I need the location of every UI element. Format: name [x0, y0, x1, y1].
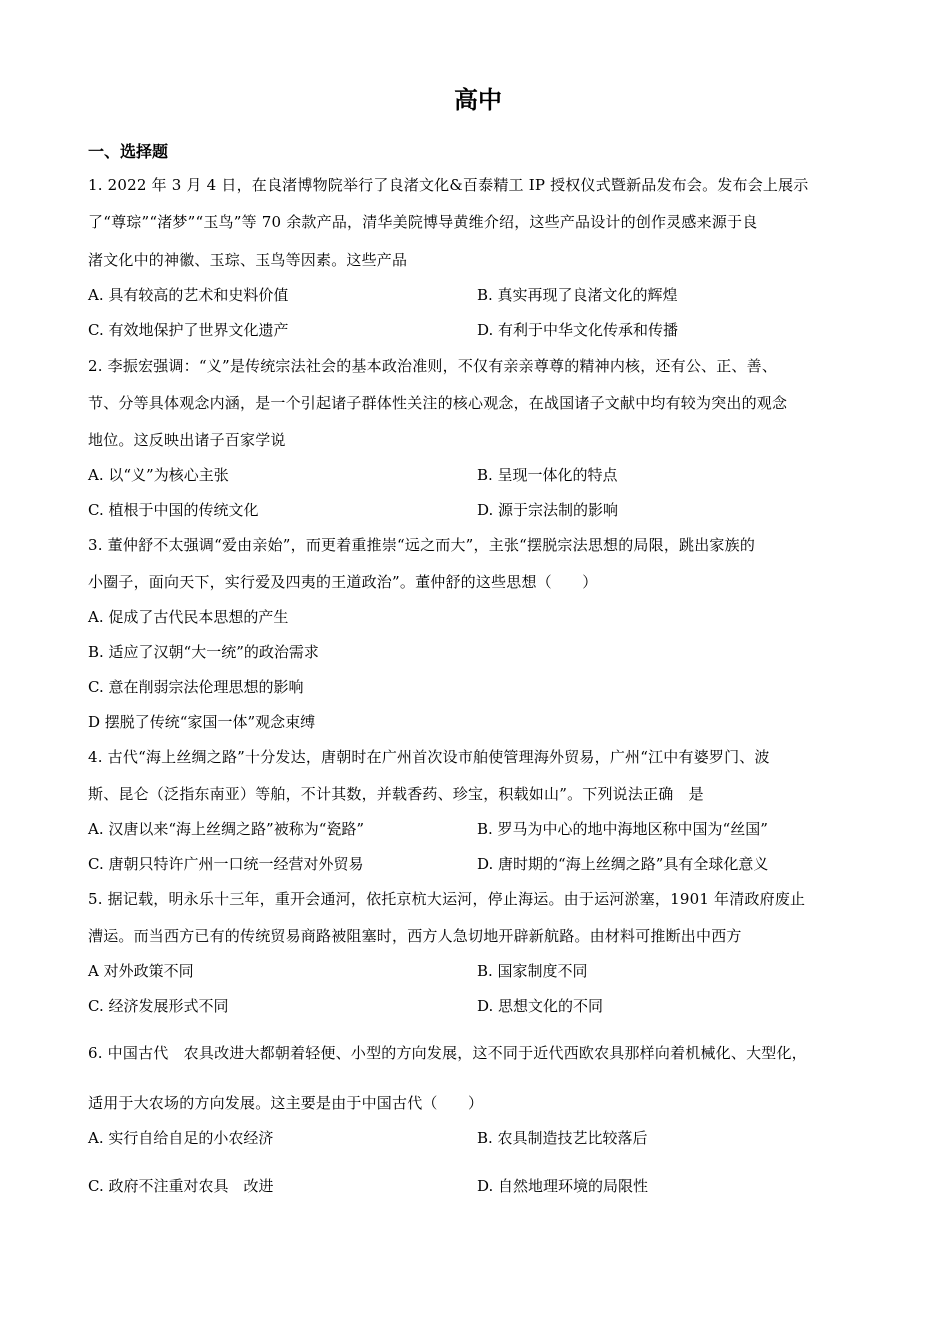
question-4-stem-line-1: 4. 古代“海上丝绸之路”十分发达，唐朝时在广州首次设市舶使管理海外贸易，广州“江中有婆罗门、波	[88, 748, 770, 766]
page-title: 高中	[454, 86, 502, 114]
question-2-option-a[interactable]: A. 以“义”为核心主张	[88, 466, 229, 484]
question-3-option-c[interactable]: C. 意在削弱宗法伦理思想的影响	[88, 678, 304, 696]
question-3-option-b[interactable]: B. 适应了汉朝“大一统”的政治需求	[88, 643, 319, 661]
question-1-stem-line-2: 了“尊琮”“渚梦”“玉鸟”等 70 余款产品，清华美院博导黄维介绍，这些产品设计的创作灵感来源于良	[88, 213, 758, 231]
question-4-option-d[interactable]: D. 唐时期的“海上丝绸之路”具有全球化意义	[477, 855, 769, 873]
question-2-stem-line-2: 节、分等具体观念内涵，是一个引起诸子群体性关注的核心观念，在战国诸子文献中均有较为突出的观念	[88, 394, 788, 412]
question-6-option-c[interactable]: C. 政府不注重对农具 改进	[88, 1177, 274, 1195]
question-4-option-c[interactable]: C. 唐朝只特许广州一口统一经营对外贸易	[88, 855, 364, 873]
question-1-option-c[interactable]: C. 有效地保护了世界文化遗产	[88, 321, 289, 339]
question-1-stem-line-1: 1. 2022 年 3 月 4 日，在良渚博物院举行了良渚文化&百泰精工 IP 授权仪式暨新品发布会。发布会上展示	[88, 176, 809, 194]
question-6-stem-line-2: 适用于大农场的方向发展。这主要是由于中国古代（ ）	[88, 1094, 484, 1112]
question-5-option-a[interactable]: A 对外政策不同	[88, 962, 194, 980]
question-2-option-c[interactable]: C. 植根于中国的传统文化	[88, 501, 259, 519]
question-6-option-b[interactable]: B. 农具制造技艺比较落后	[477, 1129, 648, 1147]
question-5-stem-line-2: 漕运。而当西方已有的传统贸易商路被阻塞时，西方人急切地开辟新航路。由材料可推断出中西方	[88, 927, 742, 945]
question-2-option-d[interactable]: D. 源于宗法制的影响	[477, 501, 619, 519]
question-1-stem-line-3: 渚文化中的神徽、玉琮、玉鸟等因素。这些产品	[88, 251, 408, 269]
question-4-stem-line-2: 斯、昆仑（泛指东南亚）等舶，不计其数，并载香药、珍宝，积载如山”。下列说法正确 是	[88, 785, 704, 803]
question-5-stem-line-1: 5. 据记载，明永乐十三年，重开会通河，依托京杭大运河，停止海运。由于运河淤塞，1901 年清政府废止	[88, 890, 806, 908]
question-2-option-b[interactable]: B. 呈现一体化的特点	[477, 466, 618, 484]
question-2-stem-line-3: 地位。这反映出诸子百家学说	[88, 431, 286, 449]
question-6-stem-line-1: 6. 中国古代 农具改进大都朝着轻便、小型的方向发展，这不同于近代西欧农具那样向着机械化、大型化，	[88, 1044, 807, 1062]
question-4-option-b[interactable]: B. 罗马为中心的地中海地区称中国为“丝国”	[477, 820, 768, 838]
question-4-option-a[interactable]: A. 汉唐以来“海上丝绸之路”被称为“瓷路”	[88, 820, 365, 838]
question-1-option-b[interactable]: B. 真实再现了良渚文化的辉煌	[477, 286, 678, 304]
question-2-stem-line-1: 2. 李振宏强调：“义”是传统宗法社会的基本政治准则，不仅有亲亲尊尊的精神内核，还有公、正、善、	[88, 357, 778, 375]
question-5-option-c[interactable]: C. 经济发展形式不同	[88, 997, 229, 1015]
question-5-option-d[interactable]: D. 思想文化的不同	[477, 997, 604, 1015]
question-1-option-d[interactable]: D. 有利于中华文化传承和传播	[477, 321, 679, 339]
question-3-stem-line-1: 3. 董仲舒不太强调“爱由亲始”，而更着重推崇“远之而大”，主张“摆脱宗法思想的局限，跳出家族的	[88, 536, 756, 554]
section-heading: 一、选择题	[88, 142, 169, 161]
question-5-option-b[interactable]: B. 国家制度不同	[477, 962, 588, 980]
question-3-option-d[interactable]: D 摆脱了传统“家国一体”观念束缚	[88, 713, 316, 731]
question-3-stem-line-2: 小圈子，面向天下，实行爱及四夷的王道政治”。董仲舒的这些思想（ ）	[88, 573, 598, 591]
question-6-option-d[interactable]: D. 自然地理环境的局限性	[477, 1177, 649, 1195]
question-1-option-a[interactable]: A. 具有较高的艺术和史料价值	[88, 286, 289, 304]
question-3-option-a[interactable]: A. 促成了古代民本思想的产生	[88, 608, 289, 626]
question-6-option-a[interactable]: A. 实行自给自足的小农经济	[88, 1129, 274, 1147]
